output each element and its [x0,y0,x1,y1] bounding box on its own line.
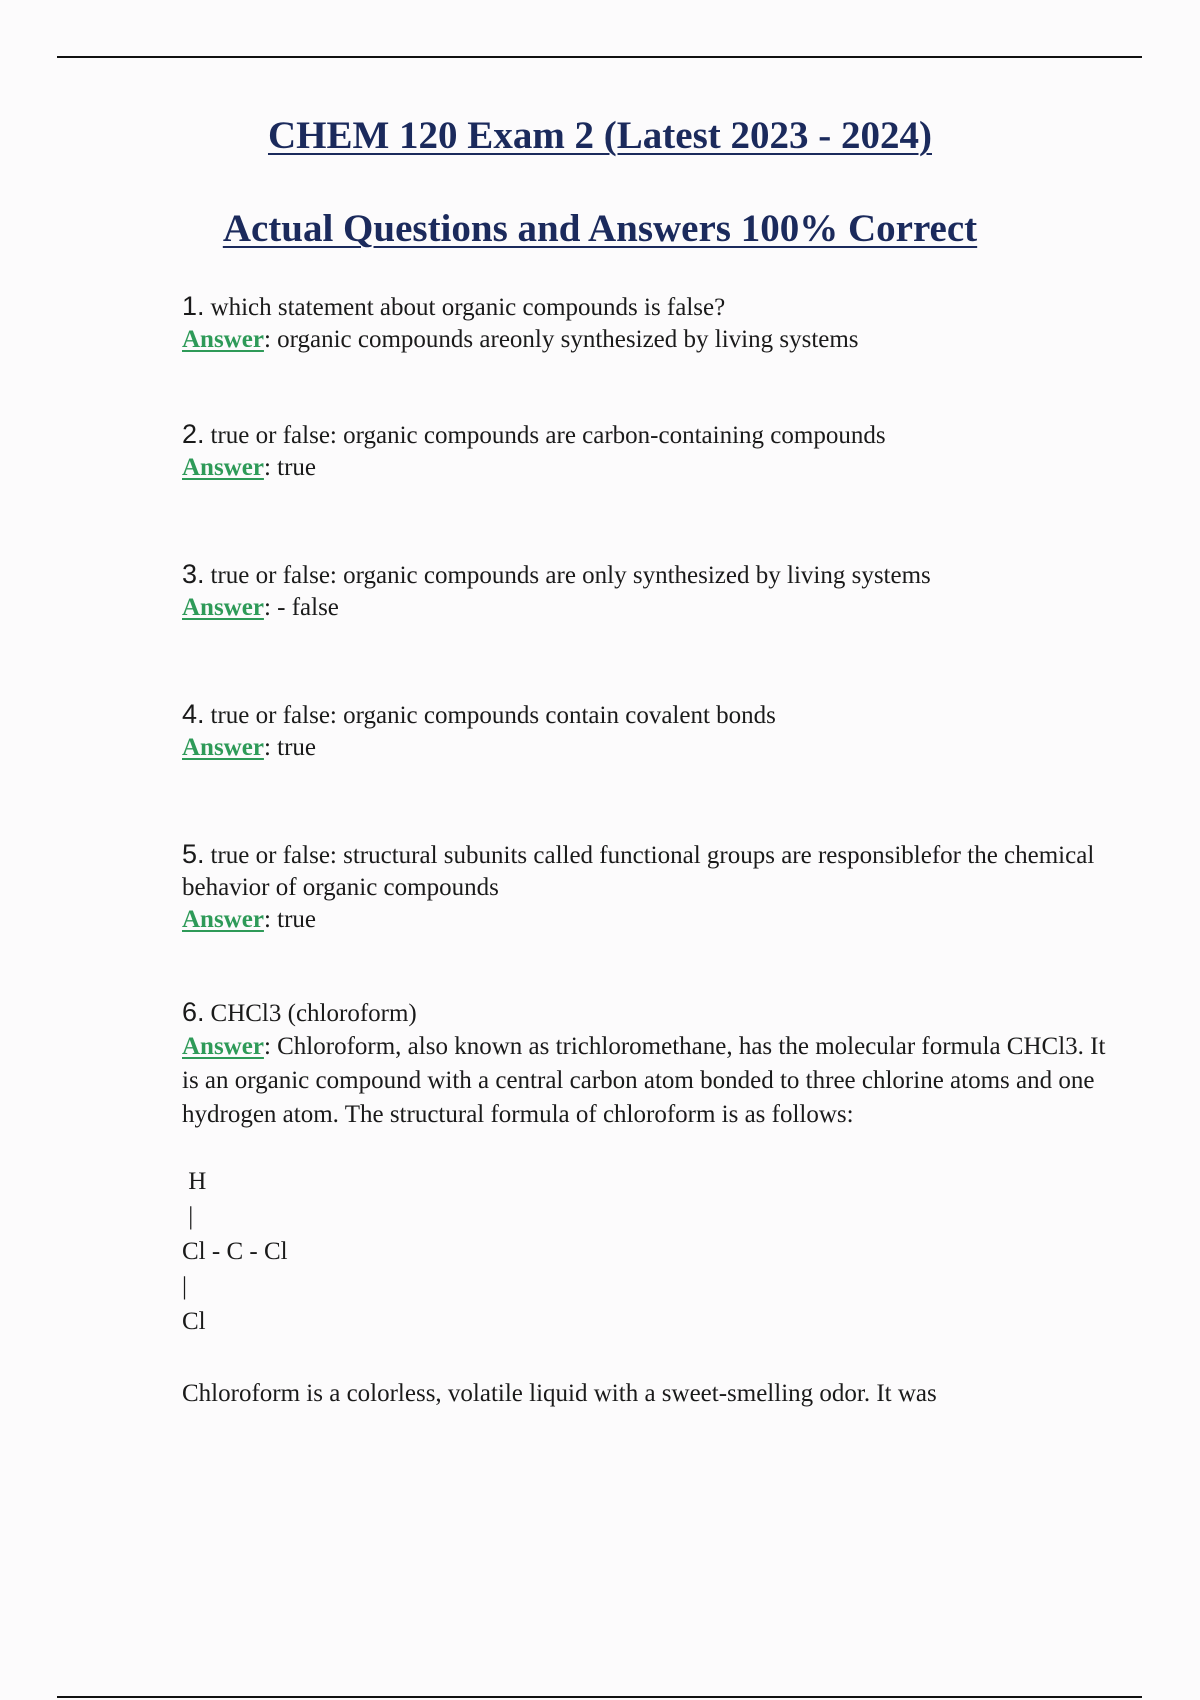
answer-2 [182,452,1112,484]
answer-6 [182,1030,1112,1132]
structure-line: | [182,1273,188,1300]
answer-text: : - false [263,594,339,621]
qa-item-1 [182,290,1112,356]
answer-label: Answer [182,326,264,353]
question-text: true or false: organic compounds are only synthesized by living systems [210,562,931,589]
question-2 [182,418,1112,452]
question-number: 1. [182,291,205,321]
answer-text: : true [263,734,317,761]
question-4 [182,698,1112,732]
question-number: 6. [182,997,205,1027]
answer-5 [182,904,1112,936]
question-number: 5. [182,839,205,869]
answer-text: : organic compounds areonly synthesized by living systems [263,326,859,353]
qa-item-4 [182,698,1112,764]
answer-label: Answer [182,734,264,761]
answer-text: : true [263,454,317,481]
question-number: 4. [182,699,205,729]
document-title: CHEM 120 Exam 2 (Latest 2023 - 2024) [267,114,932,157]
qa-item-3 [182,558,1112,624]
closing-paragraph: Chloroform is a colorless, volatile liquid with a sweet-smelling odor. It was [182,1380,937,1407]
qa-item-2 [182,418,1112,484]
question-number: 3. [182,559,205,589]
question-1 [182,290,1112,324]
top-rule [57,56,1142,58]
structure-line: H [182,1168,207,1195]
answer-1 [182,324,1112,356]
qa-item-6 [182,996,1112,1132]
question-text: true or false: organic compounds contain covalent bonds [210,702,776,729]
answer-label: Answer [182,454,264,481]
answer-label: Answer [182,906,264,933]
question-text: true or false: organic compounds are carbon-containing compounds [210,422,886,449]
qa-list [182,290,1112,1411]
question-text: true or false: structural subunits called functional groups are responsiblefor the chemical behavior of organic compounds [182,842,1095,901]
answer-4 [182,732,1112,764]
structure-line: Cl [182,1308,206,1335]
question-text: which statement about organic compounds is false? [210,294,726,321]
answer-label: Answer [182,1033,264,1060]
answer-text: : Chloroform, also known as trichloromethane, has the molecular formula CHCl3. It is an organic compound with a central carbon atom bonded to three chlorine atoms and one hydrogen atom. The structural formula of chloroform is as follows: [182,1033,1106,1128]
question-6 [182,996,1112,1030]
question-text: CHCl3 (chloroform) [210,1000,417,1027]
structure-line: | [182,1203,194,1230]
bottom-rule [57,1696,1142,1698]
question-3 [182,558,1112,592]
qa-item-5 [182,838,1112,936]
question-number: 2. [182,419,205,449]
chloroform-structure [182,1164,1112,1339]
document-subtitle: Actual Questions and Answers 100% Correct [222,207,978,250]
structure-line: Cl - C - Cl [182,1238,288,1265]
question-5 [182,838,1112,904]
answer-3 [182,592,1112,624]
answer-label: Answer [182,594,264,621]
answer-text: : true [263,906,317,933]
